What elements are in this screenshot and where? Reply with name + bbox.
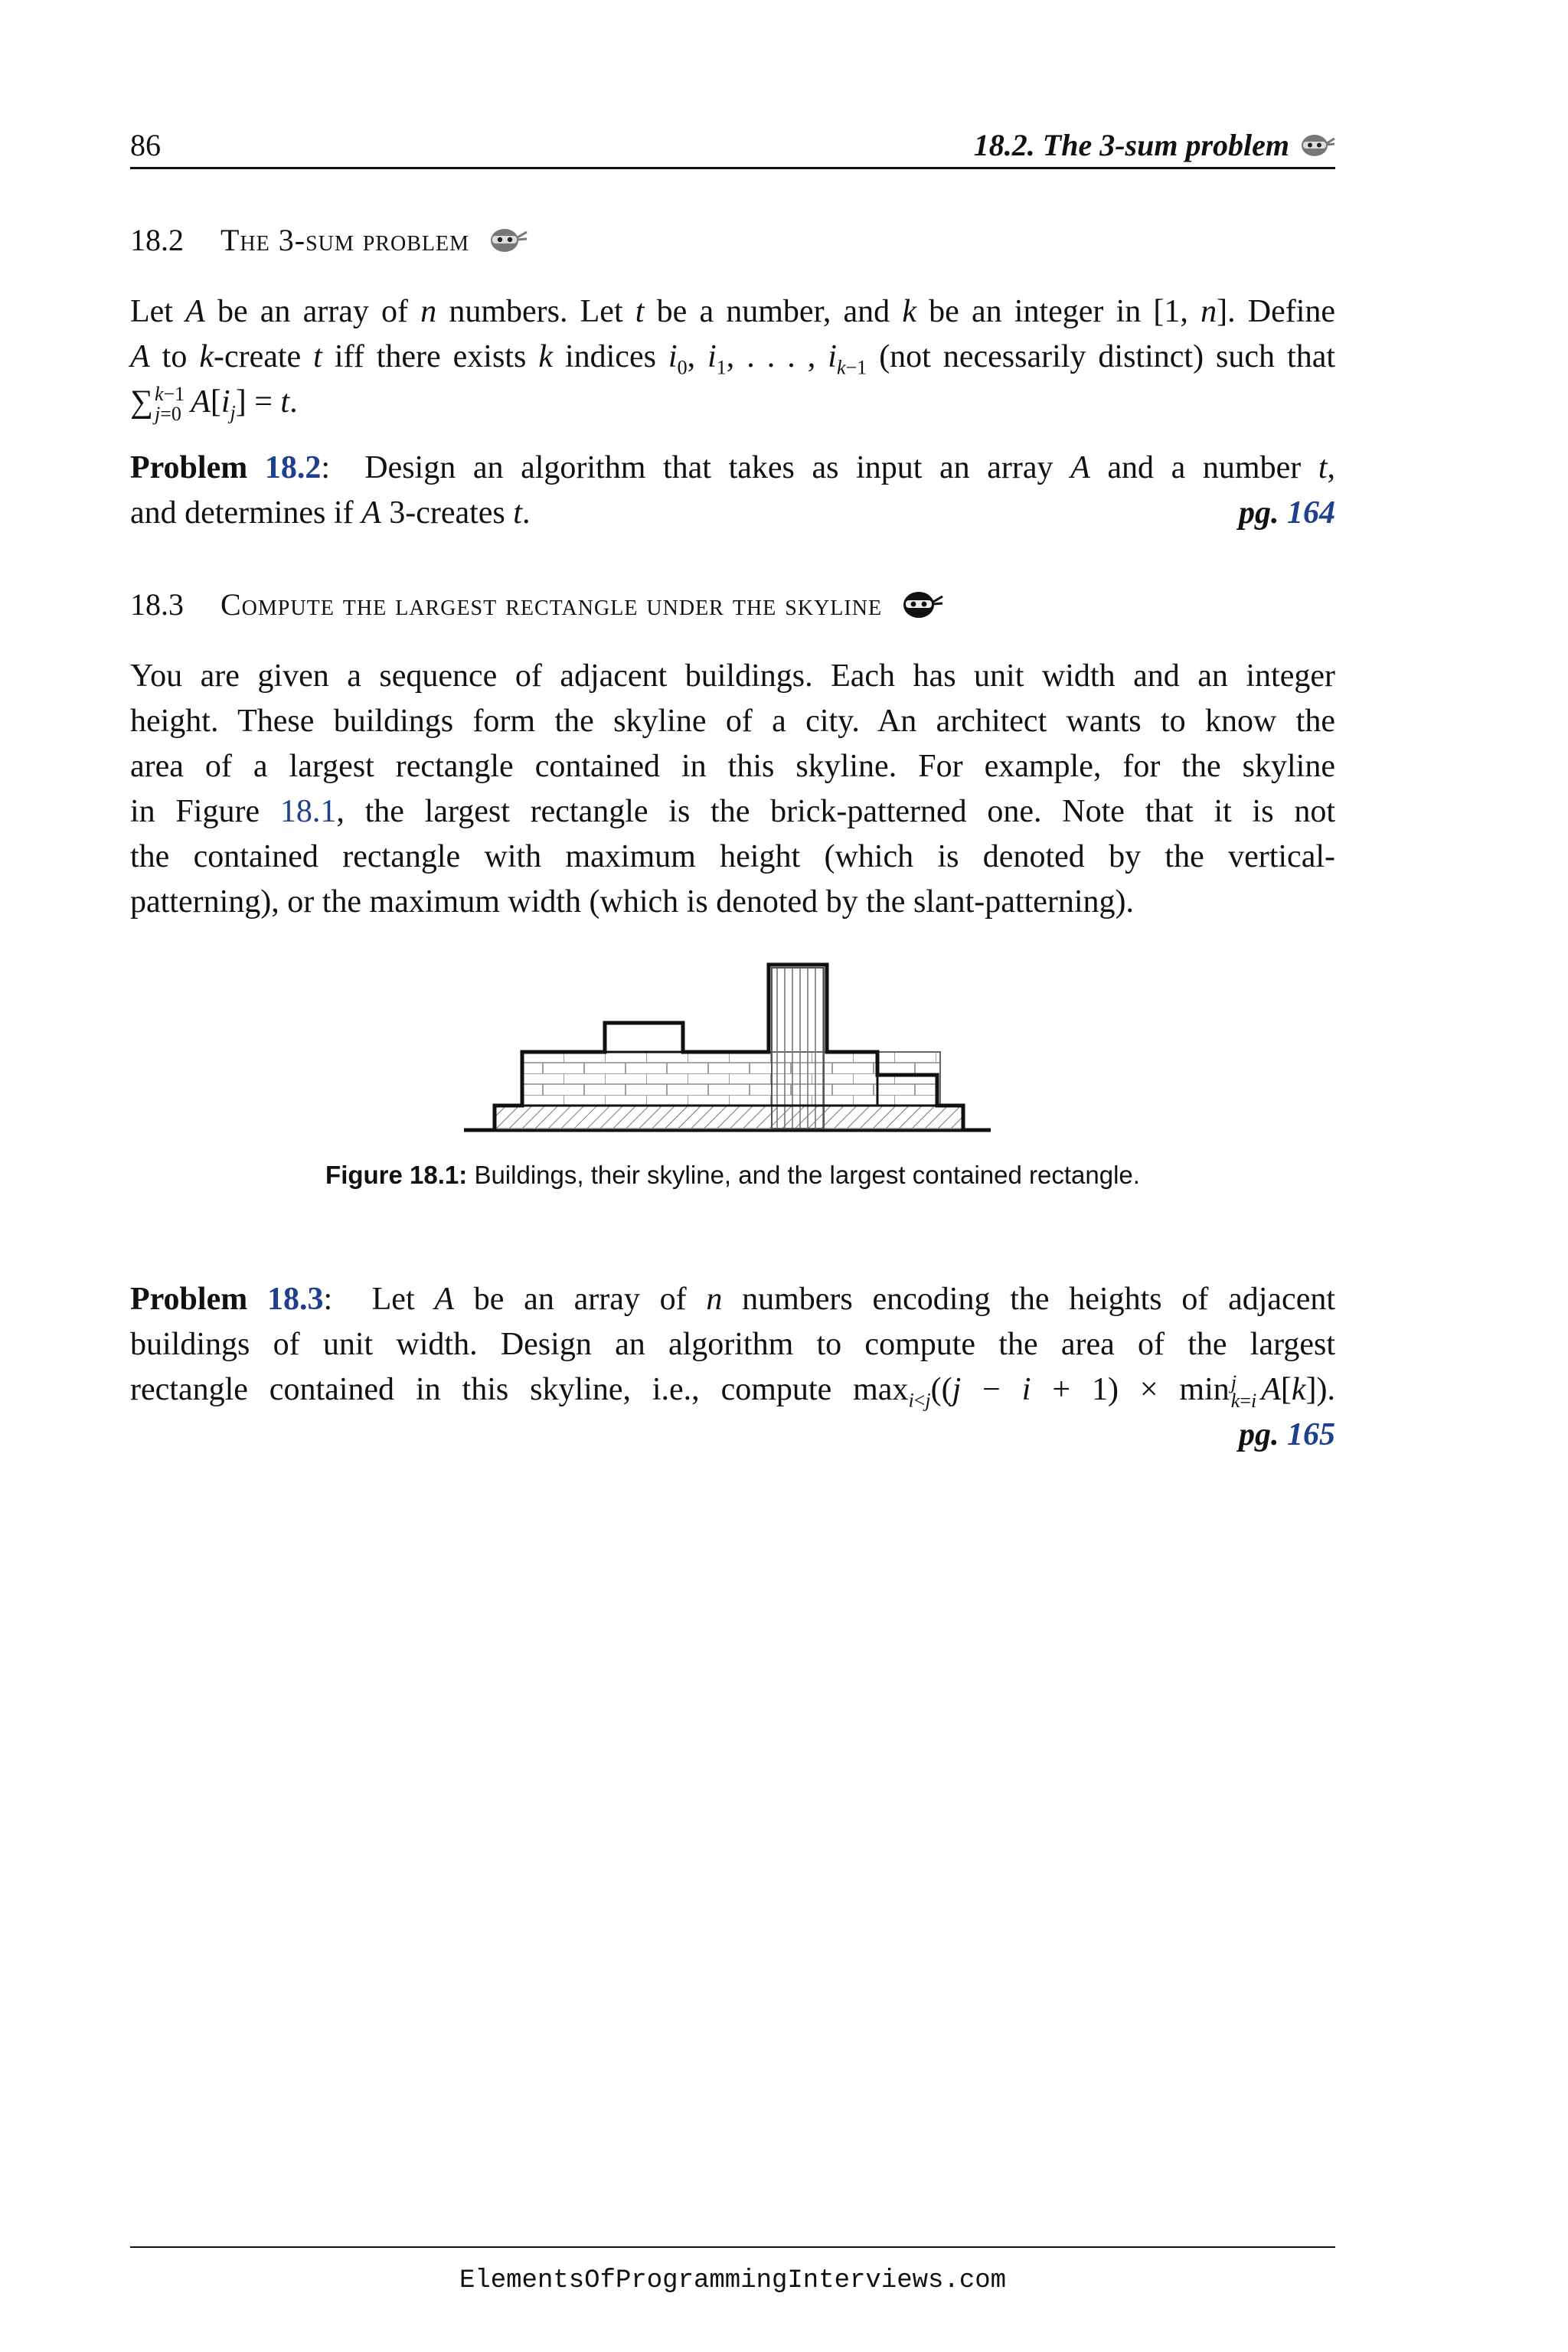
figure-caption [130,1161,1335,1190]
section-title: The 3-sum problem [220,223,470,257]
paragraph-line: Let A be an array of n numbers. Let t be a number, and k be an integer in [1, n]. Define [130,294,1336,329]
slant-pattern-rectangle [495,1106,963,1129]
footer-site[interactable]: ElementsOfProgrammingInterviews.com [459,2266,1007,2295]
problem-line [130,1413,1335,1458]
running-title: 18.2. The 3-sum problem [973,128,1289,162]
problem-18-3 [130,1277,1335,1458]
figure-caption-text: Buildings, their skyline, and the largest contained rectangle. [474,1161,1140,1189]
paragraph-line: the contained rectangle with maximum height (which is denoted by the vertical- [130,839,1335,874]
page-ref-link[interactable]: 164 [1287,495,1335,531]
paragraph-line: height. These buildings form the skyline of a city. An architect wants to know the [130,704,1335,739]
paragraph-line: in Figure 18.1, the largest rectangle is the brick-patterned one. Note that it is not [130,794,1335,829]
paragraph-line: You are given a sequence of adjacent buildings. Each has unit width and an integer [130,658,1335,694]
page-number: 86 [130,128,161,162]
problem-label: Problem [130,450,248,485]
section-number: 18.3 [130,587,184,622]
section-18-3-paragraph [130,654,1335,925]
page-ref-prefix: pg. [1239,495,1279,531]
ninja-icon [489,227,528,253]
problem-18-2 [130,446,1335,536]
skyline-figure [459,957,995,1141]
page-ref-prefix: pg. [1239,1417,1279,1452]
problem-number-link[interactable]: 18.2 [264,450,322,485]
paragraph-line: A to k-create t iff there exists k indices $i_0$, $i_1$, . . . , $i_{k-1}$ (not necessarily distinct) such that [130,339,1336,379]
paragraph-line: patterning), or the maximum width (which is denoted by the slant-patterning). [130,884,1135,920]
section-number: 18.2 [130,223,184,257]
paragraph-line: area of a largest rectangle contained in this skyline. For example, for the skyline [130,749,1335,784]
ninja-icon [902,590,943,619]
page-ref-link[interactable]: 165 [1287,1417,1335,1452]
figure-caption-label: Figure 18.1: [325,1161,468,1189]
problem-line: buildings of unit width. Design an algorithm to compute the area of the largest [130,1327,1335,1362]
problem-label: Problem [130,1282,248,1317]
ninja-icon [1300,133,1335,158]
figure-ref-link[interactable]: 18.1 [279,794,337,829]
header-rule [130,167,1335,169]
section-heading-18-2 [130,222,528,258]
section-heading-18-3 [130,586,943,622]
section-18-2-paragraph [130,289,1335,425]
page-reference [1239,491,1335,536]
problem-line: Problem 18.3: Let A be an array of n numbers encoding the heights of adjacent [130,1282,1336,1317]
running-header [974,127,1335,163]
problem-line: Problem 18.2: Design an algorithm that takes as input an array A and a number t, [130,450,1335,485]
problem-line: and determines if A 3-creates t. pg. 164 [130,491,1335,536]
section-title: Compute the largest rectangle under the skyline [220,587,883,622]
problem-number-link[interactable]: 18.3 [266,1282,324,1317]
problem-line: rectangle contained in this skyline, i.e., compute $\max_{i<j}((j - i + 1) \times \min$ j k=i A[k]). [130,1371,1336,1413]
footer-rule [130,2246,1335,2248]
paragraph-line: ∑ k−1 j=0 $A[i_j] = t$. [130,383,298,426]
page-reference [1239,1417,1335,1452]
